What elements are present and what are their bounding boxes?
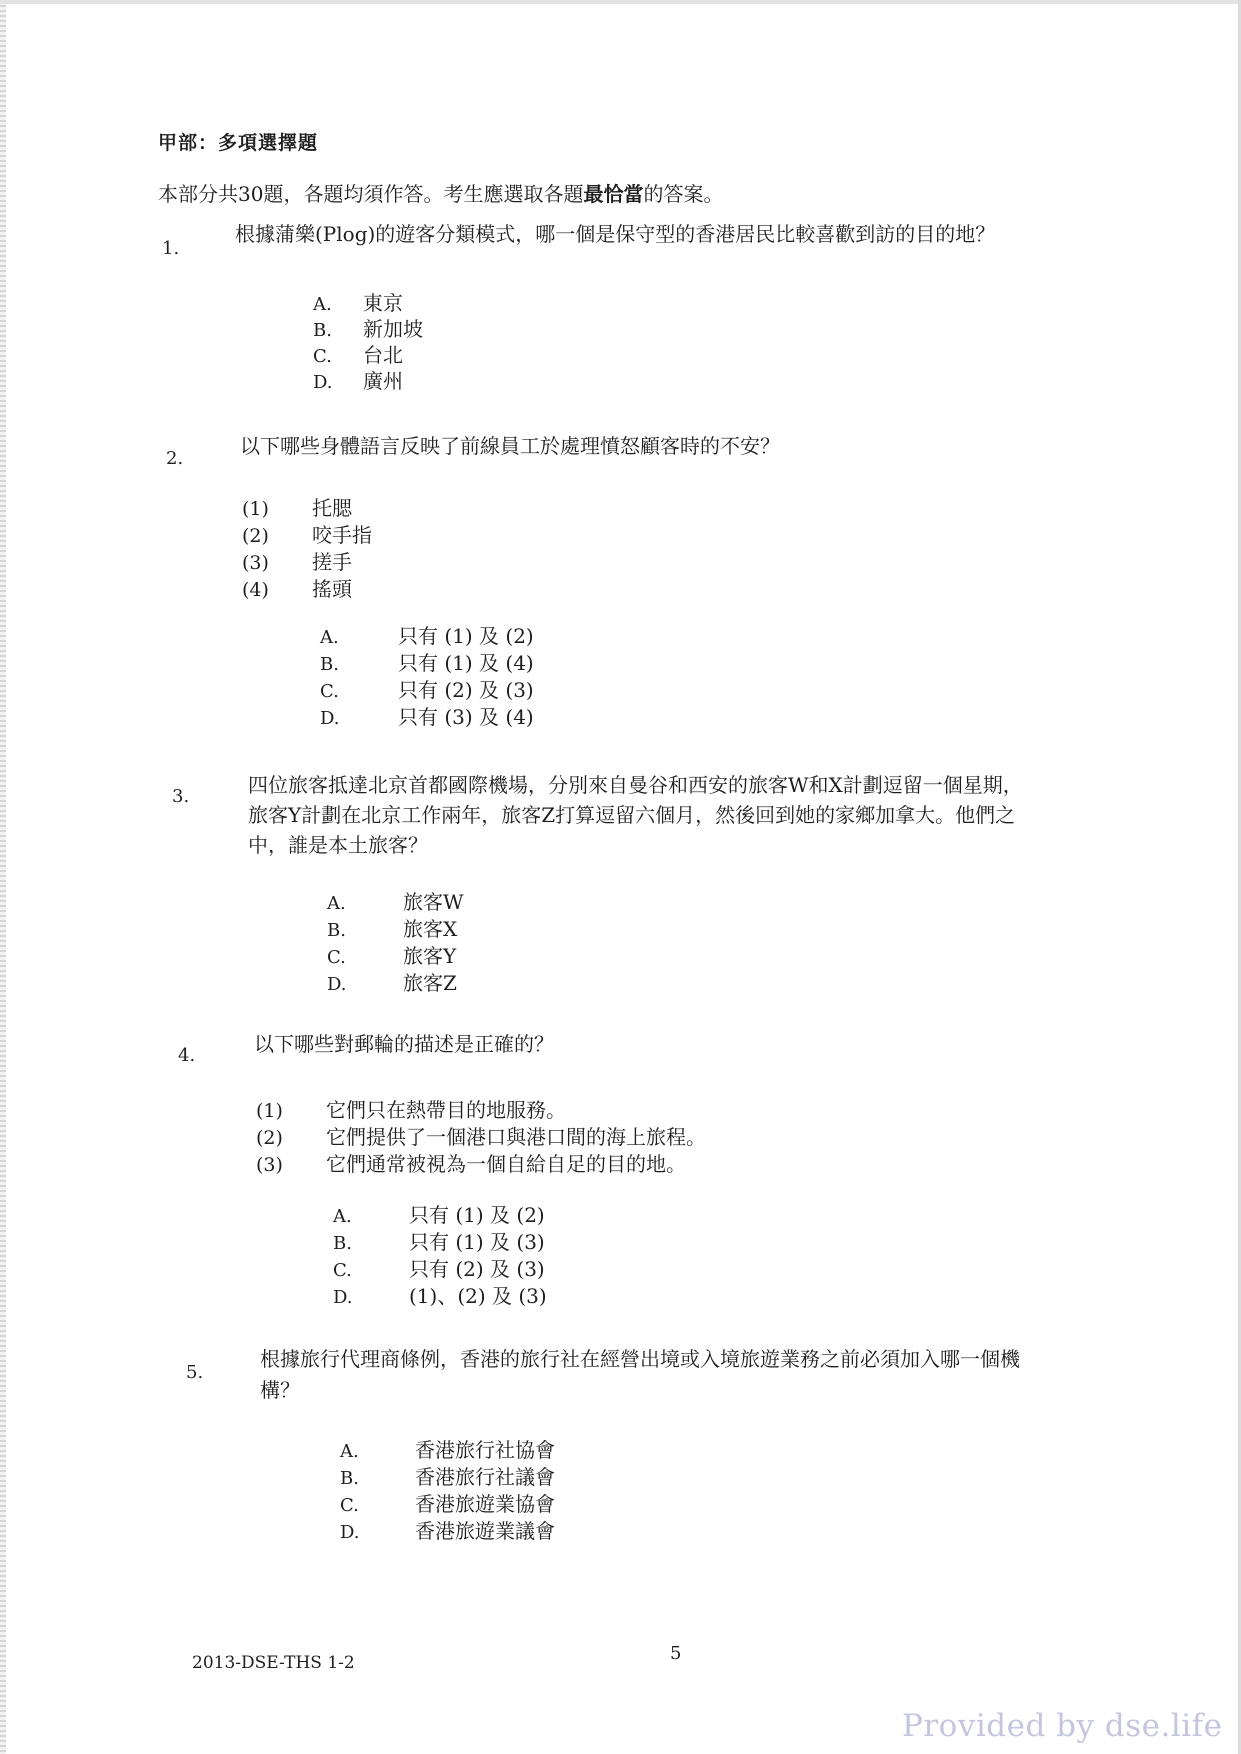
option-text: 旅客Z (403, 971, 457, 995)
option-letter: C. (333, 1260, 352, 1281)
option-letter: A. (313, 294, 332, 315)
option-d (327, 967, 457, 996)
option-letter: A. (320, 627, 339, 648)
option-text: 只有 (2) 及 (3) (409, 1257, 545, 1281)
statement-number: (2) (256, 1127, 283, 1149)
option-text: 只有 (3) 及 (4) (398, 705, 534, 729)
statement-text: 搖頭 (312, 577, 352, 601)
statement-number: (1) (242, 498, 269, 520)
option-letter: B. (327, 920, 346, 941)
watermark-text: Provided by dse.life (902, 1708, 1223, 1744)
option-c (320, 674, 534, 703)
option-a (333, 1199, 545, 1228)
option-b (340, 1461, 555, 1490)
section-heading: 甲部：多項選擇題 (158, 132, 319, 154)
option-letter: D. (340, 1522, 360, 1543)
section-instruction (158, 178, 723, 207)
scan-edge-top (0, 0, 1241, 4)
option-letter: A. (333, 1206, 352, 1227)
option-letter: B. (333, 1233, 352, 1254)
option-letter: A. (327, 893, 346, 914)
scan-edge-left (0, 0, 6, 1754)
statement-2 (256, 1121, 706, 1150)
statement-3 (256, 1148, 686, 1177)
statement-number: (1) (256, 1100, 283, 1122)
option-b (320, 647, 534, 676)
statement-number: (2) (242, 525, 269, 547)
option-d (320, 701, 534, 730)
question-number: 4. (178, 1045, 196, 1066)
statement-2 (242, 519, 372, 548)
option-text: 旅客Y (403, 944, 457, 968)
option-c (327, 940, 456, 969)
option-text: 香港旅遊業議會 (415, 1519, 555, 1543)
question-text-line: 以下哪些對郵輪的描述是正確的？ (254, 1032, 554, 1056)
option-letter: D. (333, 1287, 353, 1308)
question-text-line: 旅客Y計劃在北京工作兩年，旅客Z打算逗留六個月，然後回到她的家鄉加拿大。他們之 (248, 803, 1016, 827)
instruction-emphasis: 最恰當 (583, 182, 644, 206)
option-text: 東京 (363, 291, 403, 315)
statement-text: 咬手指 (312, 523, 372, 547)
option-text: (1)、(2) 及 (3) (409, 1284, 547, 1308)
option-text: 香港旅行社議會 (415, 1465, 555, 1489)
option-text: 只有 (1) 及 (2) (398, 624, 534, 648)
statement-3 (242, 546, 352, 575)
option-letter: C. (340, 1495, 359, 1516)
option-b (333, 1226, 545, 1255)
option-text: 香港旅遊業協會 (415, 1492, 555, 1516)
question-text-line: 中，誰是本土旅客？ (248, 833, 428, 857)
option-letter: C. (327, 947, 346, 968)
option-text: 只有 (1) 及 (2) (409, 1203, 545, 1227)
statement-4 (242, 573, 352, 602)
option-letter: D. (320, 708, 340, 729)
option-letter: A. (340, 1441, 359, 1462)
option-text: 只有 (1) 及 (3) (409, 1230, 545, 1254)
statement-text: 搓手 (312, 550, 352, 574)
option-text: 旅客W (403, 890, 464, 914)
option-c (313, 339, 403, 368)
question-text-line: 構？ (260, 1378, 300, 1402)
option-d (340, 1515, 555, 1544)
option-letter: C. (320, 681, 339, 702)
question-number: 5. (186, 1362, 204, 1383)
question-text-line: 四位旅客抵達北京首都國際機場，分別來自曼谷和西安的旅客W和X計劃逗留一個星期， (248, 773, 1023, 797)
option-text: 旅客X (403, 917, 458, 941)
question-text-line: 根據旅行代理商條例，香港的旅行社在經營出境或入境旅遊業務之前必須加入哪一個機 (260, 1347, 1020, 1371)
option-b (327, 913, 457, 942)
option-a (320, 620, 534, 649)
statement-text: 托腮 (312, 496, 352, 520)
statement-number: (3) (242, 552, 269, 574)
option-letter: B. (320, 654, 339, 675)
option-letter: D. (313, 372, 333, 393)
question-text-line: 以下哪些身體語言反映了前線員工於處理憤怒顧客時的不安？ (240, 434, 780, 458)
instruction-prefix: 本部分共30題，各題均須作答。考生應選取各題 (158, 182, 584, 206)
instruction-suffix: 的答案。 (643, 182, 724, 206)
option-text: 香港旅行社協會 (415, 1438, 555, 1462)
option-text: 新加坡 (363, 317, 423, 341)
question-number: 3. (172, 786, 190, 807)
option-a (327, 886, 464, 915)
option-d (313, 365, 403, 394)
statement-1 (256, 1094, 566, 1123)
statement-1 (242, 492, 352, 521)
question-text-line: 根據蒲樂(Plog)的遊客分類模式，哪一個是保守型的香港居民比較喜歡到訪的目的地？ (235, 222, 996, 246)
option-text: 廣州 (363, 369, 403, 393)
statement-text: 它們只在熱帶目的地服務。 (326, 1098, 566, 1122)
option-b (313, 313, 423, 342)
statement-text: 它們提供了一個港口與港口間的海上旅程。 (326, 1125, 706, 1149)
statement-text: 它們通常被視為一個自給自足的目的地。 (326, 1152, 686, 1176)
option-c (333, 1253, 545, 1282)
option-letter: C. (313, 346, 332, 367)
option-text: 只有 (1) 及 (4) (398, 651, 534, 675)
option-letter: B. (313, 320, 332, 341)
statement-number: (4) (242, 579, 269, 601)
option-text: 只有 (2) 及 (3) (398, 678, 534, 702)
question-number: 1. (162, 238, 180, 259)
statement-number: (3) (256, 1154, 283, 1176)
option-letter: B. (340, 1468, 359, 1489)
question-number: 2. (166, 448, 184, 469)
option-text: 台北 (363, 343, 403, 367)
footer-exam-code: 2013-DSE-THS 1-2 (192, 1653, 355, 1673)
page-number: 5 (670, 1643, 682, 1664)
option-d (333, 1280, 547, 1309)
option-a (313, 287, 403, 316)
option-c (340, 1488, 555, 1517)
option-letter: D. (327, 974, 347, 995)
option-a (340, 1434, 555, 1463)
